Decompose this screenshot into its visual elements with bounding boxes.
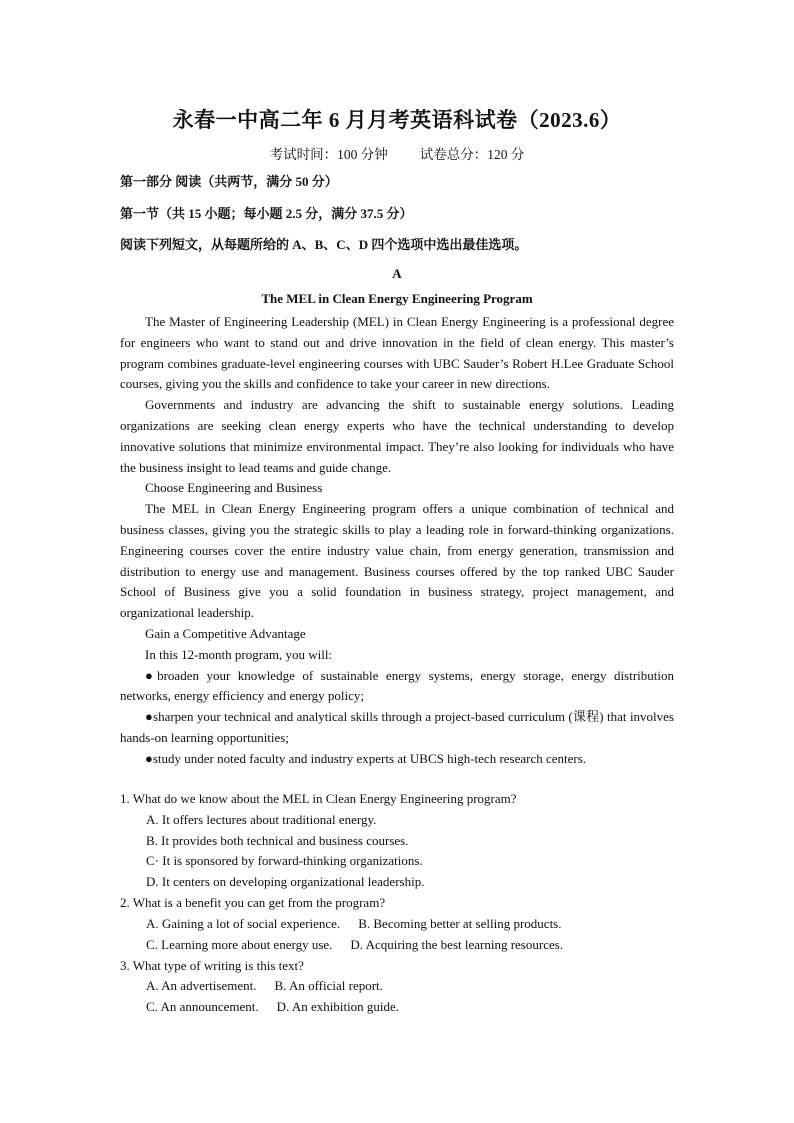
bullet-item: ●broaden your knowledge of sustainable energy systems, energy storage, energy distribution networks, energy efficiency and energy policy; <box>120 667 674 704</box>
passage-label: A <box>392 266 402 281</box>
subheading: Gain a Competitive Advantage <box>145 625 306 641</box>
passage-body <box>120 312 674 770</box>
q3-option-b: B. An official report. <box>274 978 383 993</box>
q2-options-row-1 <box>146 916 561 932</box>
q3-option-a: A. An advertisement. <box>146 978 257 993</box>
exam-score: 试卷总分：120 分 <box>419 147 525 162</box>
exam-title: 永春一中高二年 6 月月考英语科试卷（2023.6） <box>172 108 622 132</box>
q3-option-c: C. An announcement. <box>146 999 259 1014</box>
q2-option-c: C. Learning more about energy use. <box>146 937 333 952</box>
paragraph: The Master of Engineering Leadership (MEL) in Clean Energy Engineering is a professional degree for engineers who want to stand out and drive innovation in the field of clean energy. This master’s program combines graduate-level engineering courses with UBC Sauder’s Robert H.Lee Graduate School courses, giving you the skills and confidence to take your career in new directions. <box>120 314 674 392</box>
paragraph: In this 12-month program, you will: <box>145 646 333 662</box>
subheading: Choose Engineering and Business <box>145 480 323 496</box>
q1-option-b: B. It provides both technical and business courses. <box>146 833 409 848</box>
paragraph: The MEL in Clean Energy Engineering program offers a unique combination of technical and business classes, giving you the strategic skills to play a leading role in forward-thinking organizations. Engineering courses cover the entire industry value chain, from energy generation, transmission and distribution to energy use and management. Business courses offered by the top ranked UBC Sauder School of Business give you a solid foundation in business strategy, project management, and organizational leadership. <box>120 501 674 621</box>
question-1-stem: 1. What do we know about the MEL in Clean Energy Engineering program? <box>120 791 517 806</box>
q2-option-d: D. Acquiring the best learning resources. <box>350 937 564 952</box>
question-2-stem: 2. What is a benefit you can get from the program? <box>120 895 386 910</box>
q1-option-c: C· It is sponsored by forward-thinking organizations. <box>146 853 423 868</box>
part-heading: 第一部分 阅读（共两节，满分 50 分） <box>120 174 338 189</box>
exam-time: 考试时间：100 分钟 <box>269 147 388 162</box>
directions: 阅读下列短文，从每题所给的 A、B、C、D 四个选项中选出最佳选项。 <box>120 237 528 252</box>
exam-meta <box>0 143 794 163</box>
q3-option-d: D. An exhibition guide. <box>276 999 400 1014</box>
passage-title: The MEL in Clean Energy Engineering Program <box>261 291 533 306</box>
q2-options-row-2 <box>146 937 563 953</box>
q2-option-a: A. Gaining a lot of social experience. <box>146 916 341 931</box>
q1-option-d: D. It centers on developing organizational leadership. <box>146 874 425 889</box>
bullet-item: ●sharpen your technical and analytical skills through a project-based curriculum (课程) that involves hands-on learning opportunities; <box>120 709 674 745</box>
q1-option-a: A. It offers lectures about traditional energy. <box>146 812 377 827</box>
q3-options-row-2 <box>146 999 399 1015</box>
section-heading: 第一节（共 15 小题；每小题 2.5 分，满分 37.5 分） <box>120 206 413 221</box>
bullet-item: ●study under noted faculty and industry experts at UBCS high-tech research centers. <box>145 750 587 766</box>
question-3-stem: 3. What type of writing is this text? <box>120 958 304 973</box>
q3-options-row-1 <box>146 978 383 994</box>
q2-option-b: B. Becoming better at selling products. <box>358 916 562 931</box>
paragraph: Governments and industry are advancing the shift to sustainable energy solutions. Leading organizations are seeking clean energy experts who have the technical understanding to develop innovative solutions that minimize environmental impact. They’re also looking for individuals who have the business insight to lead teams and guide change. <box>120 397 674 475</box>
